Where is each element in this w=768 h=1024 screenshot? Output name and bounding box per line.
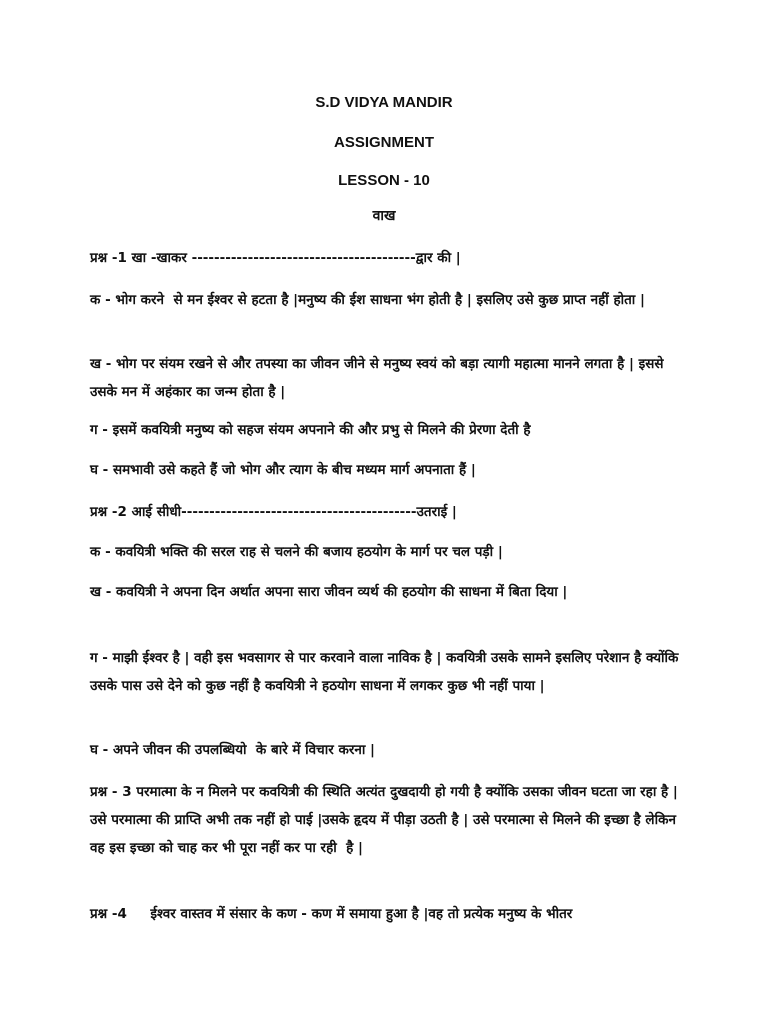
- school-name: S.D VIDYA MANDIR: [315, 94, 453, 111]
- question-3-answer: प्रश्न - 3 परमात्मा के न मिलने पर कवयित्री की स्थिति अत्यंत दुखदायी हो गयी है क्योंकि उसका जीवन घटता जा रहा है |उसे परमात्मा की प्राप्ति अभी तक नहीं हो पाई |उसके हृदय में पीड़ा उठती है | उसे परमात्मा से मिलने की इच्छा है लेकिन वह इस इच्छा को चाह कर भी पूरा नहीं कर पा रही है |: [90, 784, 681, 856]
- answer-2-kha: ख - कवयित्री ने अपना दिन अर्थात अपना सारा जीवन व्यर्थ की हठयोग की साधना में बिता दिया |: [90, 584, 568, 600]
- answer-2-ga: ग - माझी ईश्वर है | वही इस भवसागर से पार करवाने वाला नाविक है | कवयित्री उसके सामने इसलिए परेशान है क्योंकि उसके पास उसे देने को कुछ नहीं है कवयित्री ने हठयोग साधना में लगकर कुछ भी नहीं पाया |: [90, 650, 684, 694]
- answer-1-kha: ख - भोग पर संयम रखने से और तपस्या का जीवन जीने से मनुष्य स्वयं को बड़ा त्यागी महात्मा मानने लगता है | इससे उसके मन में अहंकार का जन्म होता है |: [90, 356, 669, 400]
- assignment-title: ASSIGNMENT: [333, 134, 434, 151]
- answer-1-ka: क - भोग करने से मन ईश्वर से हटता है |मनुष्य की ईश साधना भंग होती है | इसलिए उसे कुछ प्राप्त नहीं होता |: [90, 292, 645, 308]
- answer-2-gha: घ - अपने जीवन की उपलब्धियो के बारे में विचार करना |: [90, 742, 375, 758]
- topic-title: वाख: [372, 208, 396, 224]
- question-1-heading: प्रश्न -1 खा -खाकर ----------------------------------------द्वार की |: [90, 250, 461, 266]
- answer-1-ga: ग - इसमें कवयित्री मनुष्य को सहज संयम अपनाने की और प्रभु से मिलने की प्रेरणा देती है: [90, 422, 531, 438]
- question-2-heading: प्रश्न -2 आई सीधी------------------------------------------उतराई |: [90, 504, 457, 520]
- answer-2-ka: क - कवयित्री भक्ति की सरल राह से चलने की बजाय हठयोग के मार्ग पर चल पड़ी |: [90, 544, 503, 560]
- answer-1-gha: घ - समभावी उसे कहते हैं जो भोग और त्याग के बीच मध्यम मार्ग अपनाता हैं |: [90, 462, 476, 478]
- lesson-number: LESSON - 10: [338, 172, 430, 189]
- question-4-answer: प्रश्न -4 ईश्वर वास्तव में संसार के कण - कण में समाया हुआ है |वह तो प्रत्येक मनुष्य के भीतर: [90, 906, 573, 922]
